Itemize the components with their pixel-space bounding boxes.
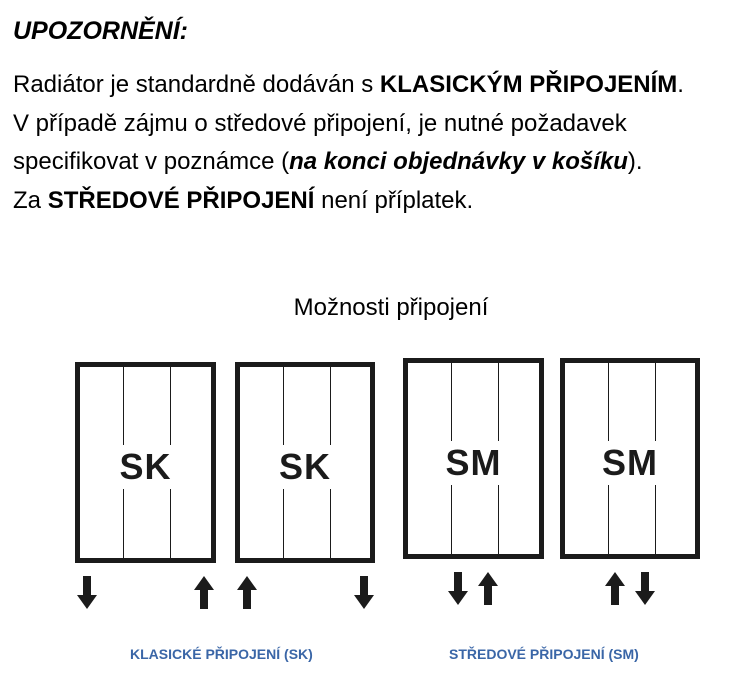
notice-line-1: [13, 66, 748, 105]
notice-text: [13, 66, 748, 220]
notice-line-2: V případě zájmu o středové připojení, je nutné požadavek: [13, 109, 627, 137]
radiator-sk-1: [75, 362, 216, 563]
notice-line-3-text: specifikovat v poznámce (: [13, 148, 290, 175]
caption-classic-connection: KLASICKÉ PŘIPOJENÍ (SK): [130, 646, 313, 662]
notice-cart-note-emphasis: na konci objednávky v košíku: [289, 148, 628, 175]
notice-line-4-text: Za: [13, 186, 48, 214]
diagram-title: Možnosti připojení: [293, 294, 489, 321]
notice-line-1-end: .: [677, 71, 684, 98]
notice-line-1-text: Radiátor je standardně dodáván s: [13, 71, 380, 98]
arrow-down-icon: [77, 576, 97, 609]
arrow-up-icon: [478, 572, 498, 605]
arrow-up-icon: [194, 576, 214, 609]
radiator-label: SM: [408, 441, 539, 485]
caption-center-connection: STŘEDOVÉ PŘIPOJENÍ (SM): [449, 646, 639, 662]
notice-line-4: [13, 182, 748, 221]
notice-center-connection-emphasis: STŘEDOVÉ PŘIPOJENÍ: [47, 186, 315, 214]
notice-line-3: [13, 143, 748, 182]
arrow-down-icon: [448, 572, 468, 605]
radiator-sm-1: [403, 358, 544, 559]
radiator-sm-2: [560, 358, 700, 559]
radiator-sk-2: [235, 362, 375, 563]
arrow-up-icon: [605, 572, 625, 605]
arrow-up-icon: [237, 576, 257, 609]
notice-line-3-end: ).: [627, 148, 643, 175]
radiator-label: SK: [80, 445, 211, 489]
arrow-down-icon: [354, 576, 374, 609]
notice-classic-connection-emphasis: KLASICKÝM PŘIPOJENÍM: [379, 71, 678, 98]
notice-line-4-end: není příplatek.: [314, 186, 474, 214]
radiator-label: SM: [565, 441, 695, 485]
radiator-label: SK: [240, 445, 370, 489]
arrow-down-icon: [635, 572, 655, 605]
notice-heading: UPOZORNĚNÍ:: [13, 17, 188, 45]
